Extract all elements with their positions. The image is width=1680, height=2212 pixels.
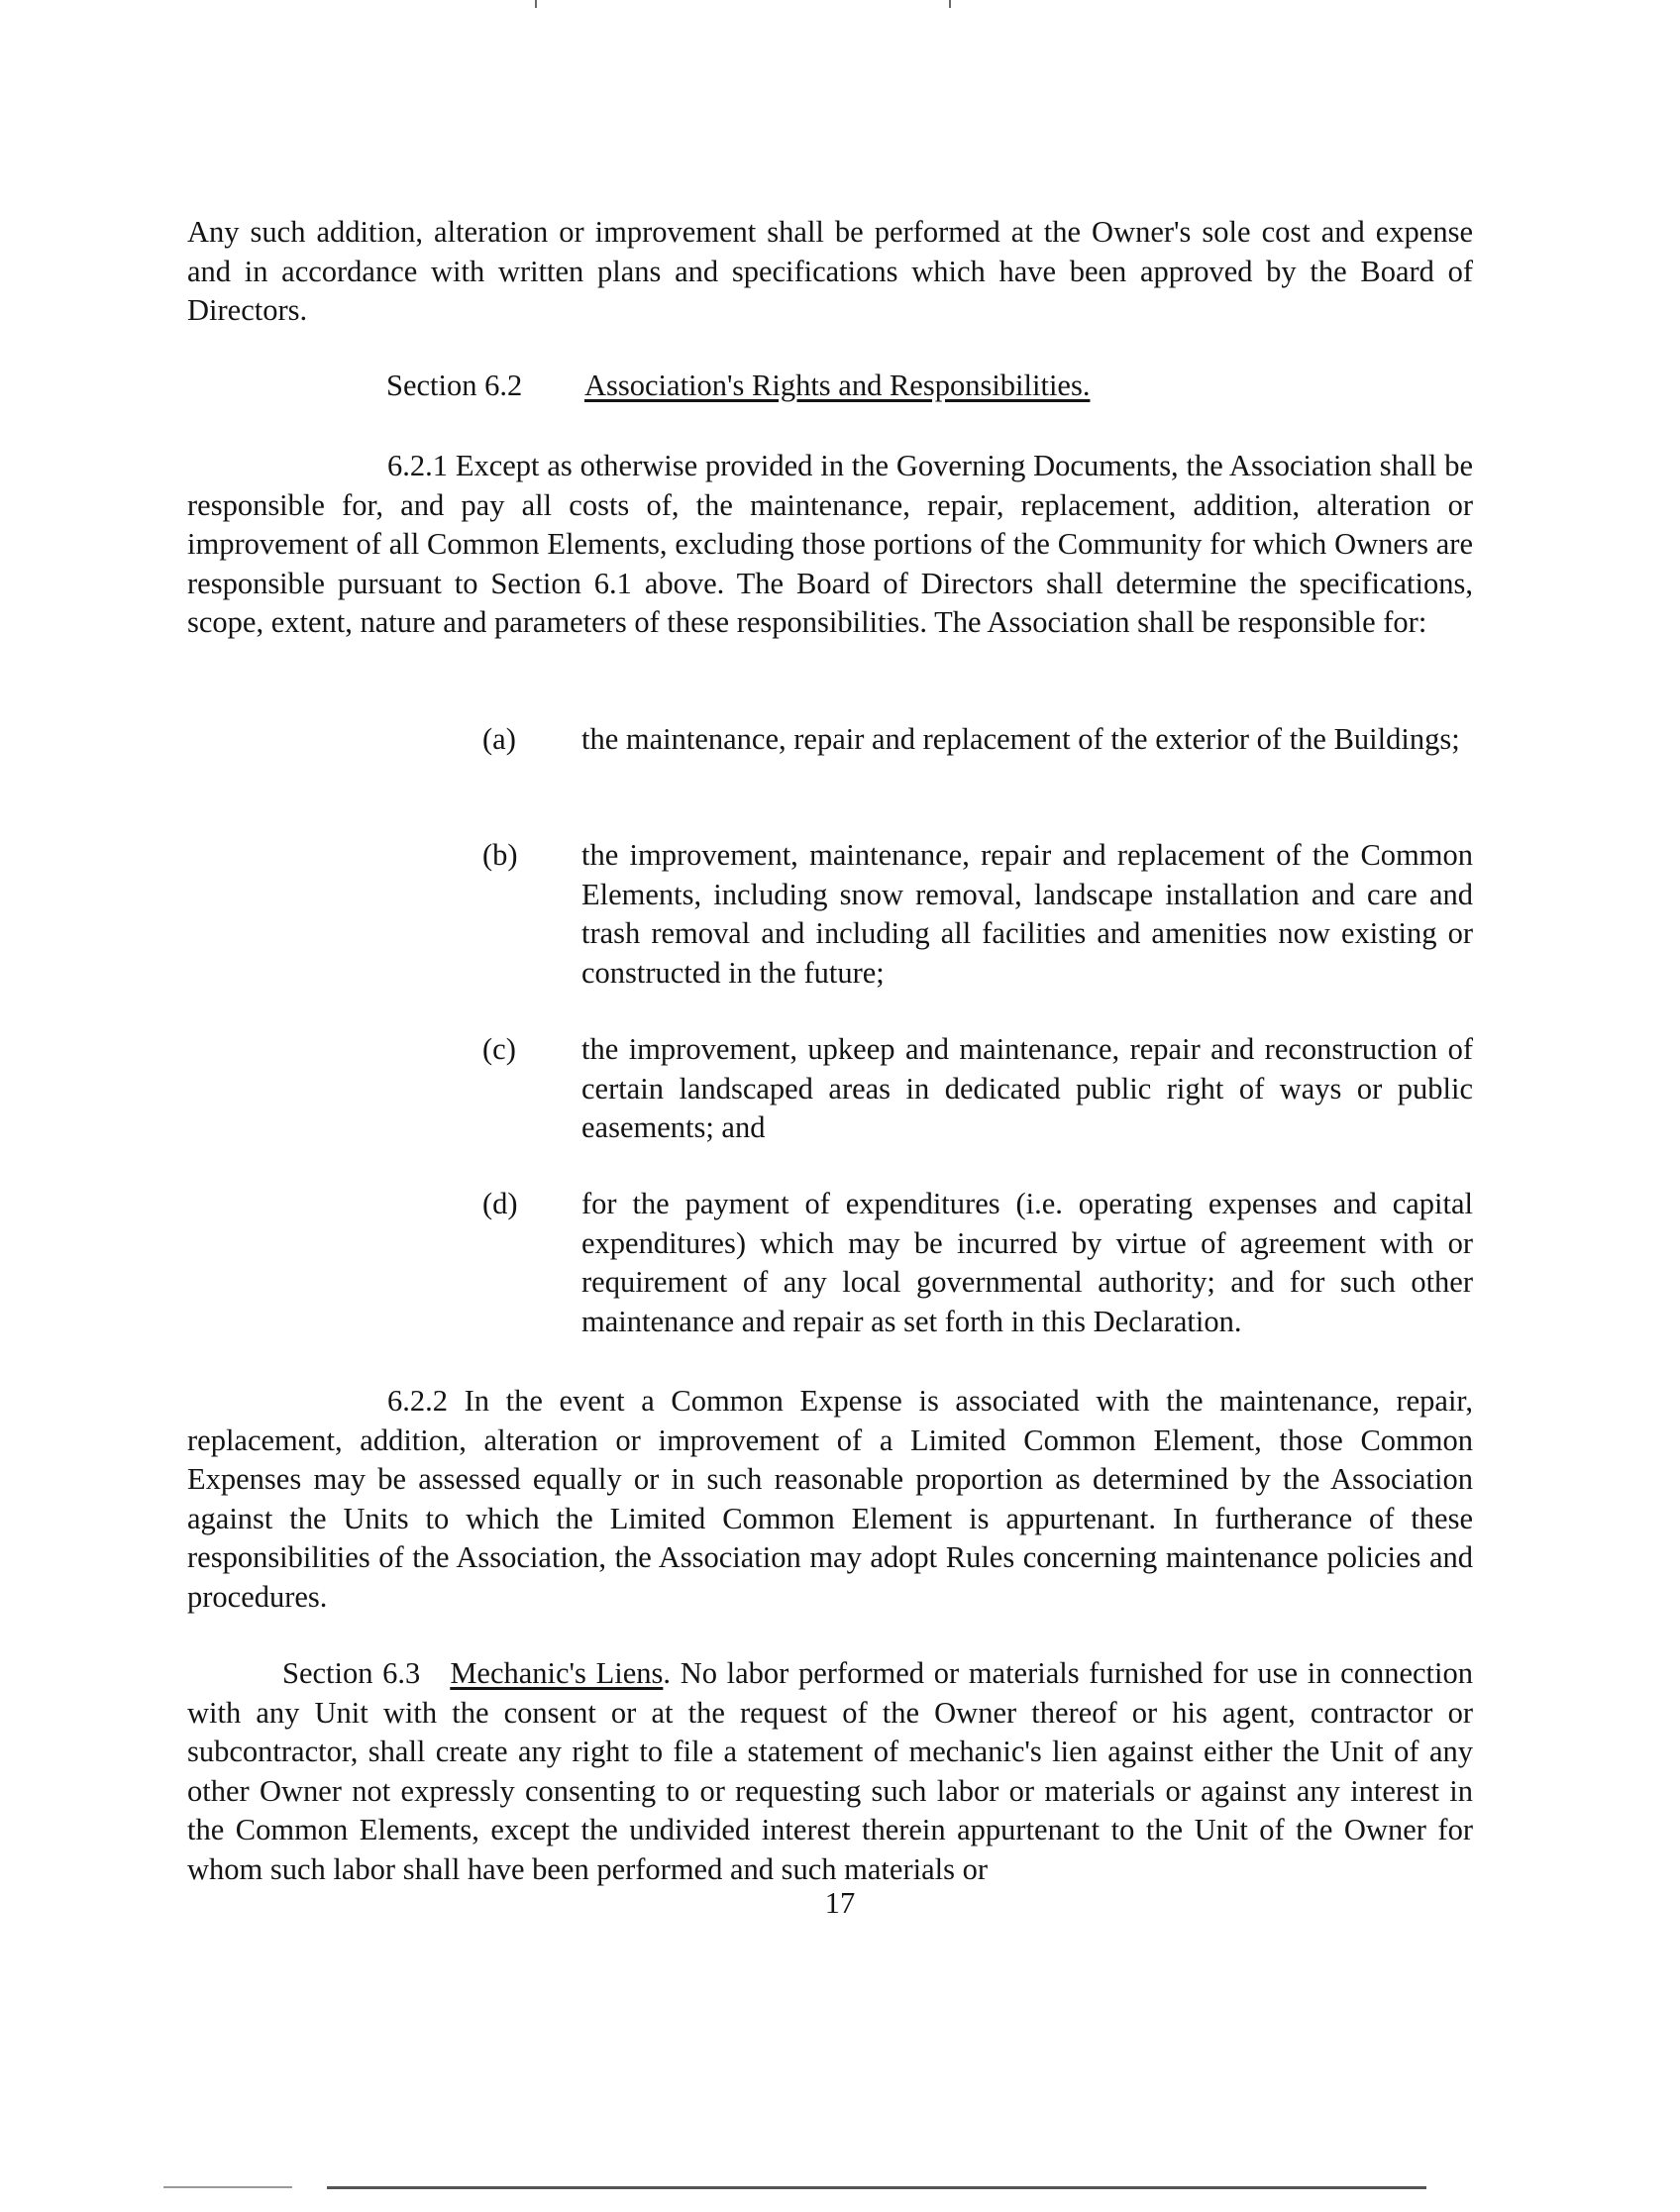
paragraph-section-6-3 bbox=[187, 1654, 1473, 1889]
list-item-label: (d) bbox=[482, 1187, 518, 1220]
list-item-d bbox=[482, 1185, 1473, 1341]
list-item-label: (a) bbox=[482, 722, 516, 756]
section-6-3-number: Section 6.3 bbox=[282, 1656, 421, 1690]
list-item-a bbox=[482, 720, 1473, 760]
page-number: 17 bbox=[824, 1886, 856, 1920]
section-6-3-title: Mechanic's Liens bbox=[450, 1656, 664, 1690]
list-item-label: (c) bbox=[482, 1032, 516, 1066]
list-item-text: the maintenance, repair and replacement of the exterior of the Buildings; bbox=[581, 722, 1460, 756]
paragraph-6-2-2: 6.2.2 In the event a Common Expense is associated with the maintenance, repair, replacement, addition, alteration or improvement of a Limited Common Element, those Common Expenses may be assessed equally or in such reasonable proportion as determined by the Association against the Units to which the Limited Common Element is appurtenant. In furtherance of these responsibilities of the Association, the Association may adopt Rules concerning maintenance policies and procedures. bbox=[187, 1384, 1473, 1614]
scan-line-bottom bbox=[327, 2186, 1426, 2189]
section-6-2-number: Section 6.2 bbox=[386, 369, 523, 402]
list-item-text: for the payment of expenditures (i.e. operating expenses and capital expenditures) which may be incurred by virtue of agreement with or requirement of any local governmental authority; and for such other maintenance and repair as set forth in this Declaration. bbox=[581, 1187, 1473, 1338]
list-item-text: the improvement, maintenance, repair and replacement of the Common Elements, including snow removal, landscape installation and care and trash removal and including all facilities and amenities now existing or constructed in the future; bbox=[581, 838, 1473, 990]
paragraph-6-2-1: 6.2.1 Except as otherwise provided in the Governing Documents, the Association shall be responsible for, and pay all costs of, the maintenance, repair, replacement, addition, alteration or improvement of all Common Elements, excluding those portions of the Community for which Owners are responsible pursuant to Section 6.1 above. The Board of Directors shall determine the specifications, scope, extent, nature and parameters of these responsibilities. The Association shall be responsible for: bbox=[187, 449, 1473, 639]
list-item-text: the improvement, upkeep and maintenance, repair and reconstruction of certain landscaped areas in dedicated public right of ways or public easements; and bbox=[581, 1032, 1473, 1144]
scan-dots-bottom-left bbox=[163, 2186, 292, 2188]
list-item-label: (b) bbox=[482, 838, 518, 872]
paragraph-top: Any such addition, alteration or improvement shall be performed at the Owner's sole cost and expense and in accordance with written plans and specifications which have been approved by the Board of Directors. bbox=[187, 215, 1473, 327]
section-6-2-title: Association's Rights and Responsibilities. bbox=[584, 369, 1091, 402]
section-6-2-heading bbox=[386, 367, 1090, 406]
list-item-b bbox=[482, 836, 1473, 993]
scan-mark-top-right bbox=[949, 0, 951, 8]
scan-mark-top-left bbox=[535, 0, 537, 8]
section-6-3-body: . No labor performed or materials furnished for use in connection with any Unit with the consent or at the request of the Owner thereof or his agent, contractor or subcontractor, shall create any right to file a statement of mechanic's lien against either the Unit of any other Owner not expressly consenting to or requesting such labor or materials or against any interest in the Common Elements, except the undivided interest therein appurtenant to the Unit of the Owner for whom such labor shall have been performed and such materials or bbox=[187, 1656, 1473, 1886]
list-item-c bbox=[482, 1030, 1473, 1148]
